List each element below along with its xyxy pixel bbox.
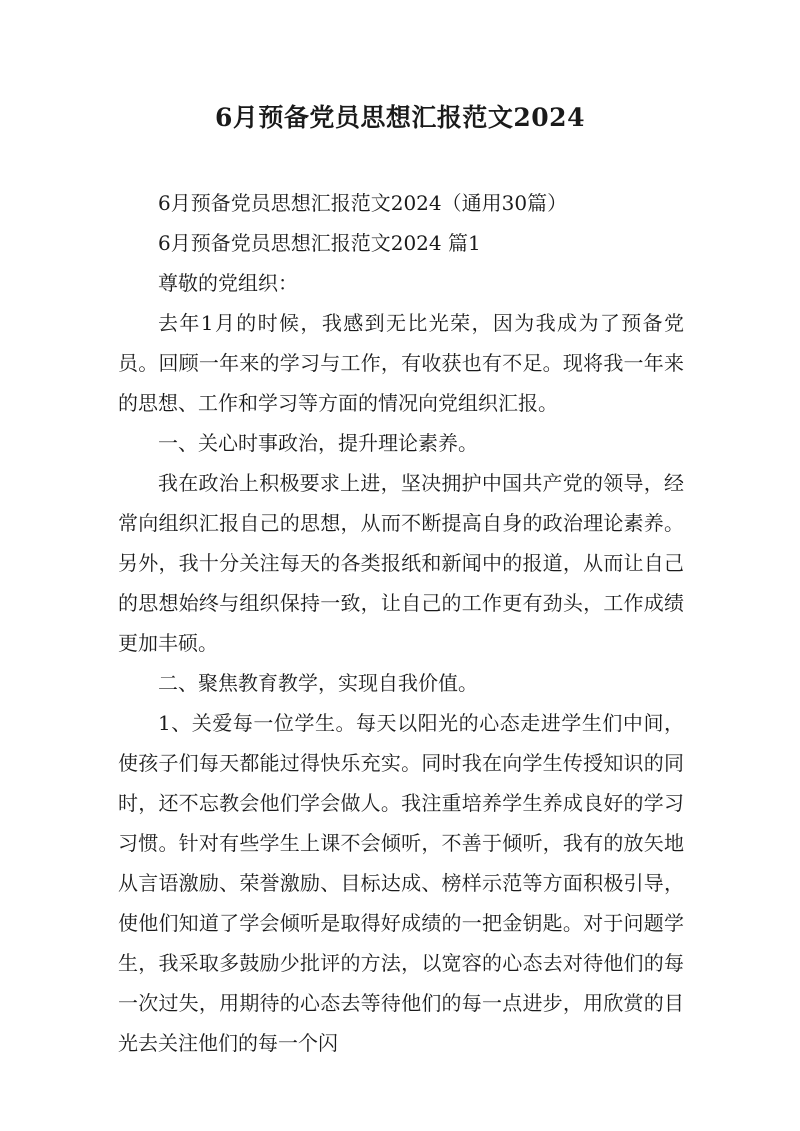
subtitle-paragraph: 6月预备党员思想汇报范文2024（通用30篇）	[158, 191, 568, 215]
point-heading: 二、聚焦教育教学，实现自我价值。	[158, 671, 478, 695]
document-body	[118, 183, 684, 1063]
section-heading: 6月预备党员思想汇报范文2024 篇1	[158, 231, 481, 255]
body-paragraph: 去年1月的时候，我感到无比光荣，因为我成为了预备党员。回顾一年来的学习与工作，有收获也有不足。现将我一年来的思想、工作和学习等方面的情况向党组织汇报。	[118, 311, 684, 415]
body-paragraph: 1、关爱每一位学生。每天以阳光的心态走进学生们中间，使孩子们每天都能过得快乐充实。同时我在向学生传授知识的同时，还不忘教会他们学会做人。我注重培养学生养成良好的学习习惯。针对有些学生上课不会倾听，不善于倾听，我有的放矢地从言语激励、荣誉激励、目标达成、榜样示范等方面积极引导，使他们知道了学会倾听是取得好成绩的一把金钥匙。对于问题学生，我采取多鼓励少批评的方法，以宽容的心态去对待他们的每一次过失，用期待的心态去等待他们的每一点进步，用欣赏的目光去关注他们的每一个闪	[118, 711, 684, 1055]
salutation: 尊敬的党组织：	[158, 271, 298, 295]
point-heading: 一、关心时事政治，提升理论素养。	[158, 431, 478, 455]
document-title: 6月预备党员思想汇报范文2024	[215, 103, 585, 132]
body-paragraph: 我在政治上积极要求上进，坚决拥护中国共产党的领导，经常向组织汇报自己的思想，从而不断提高自身的政治理论素养。另外，我十分关注每天的各类报纸和新闻中的报道，从而让自己的思想始终与组织保持一致，让自己的工作更有劲头，工作成绩更加丰硕。	[118, 471, 684, 655]
